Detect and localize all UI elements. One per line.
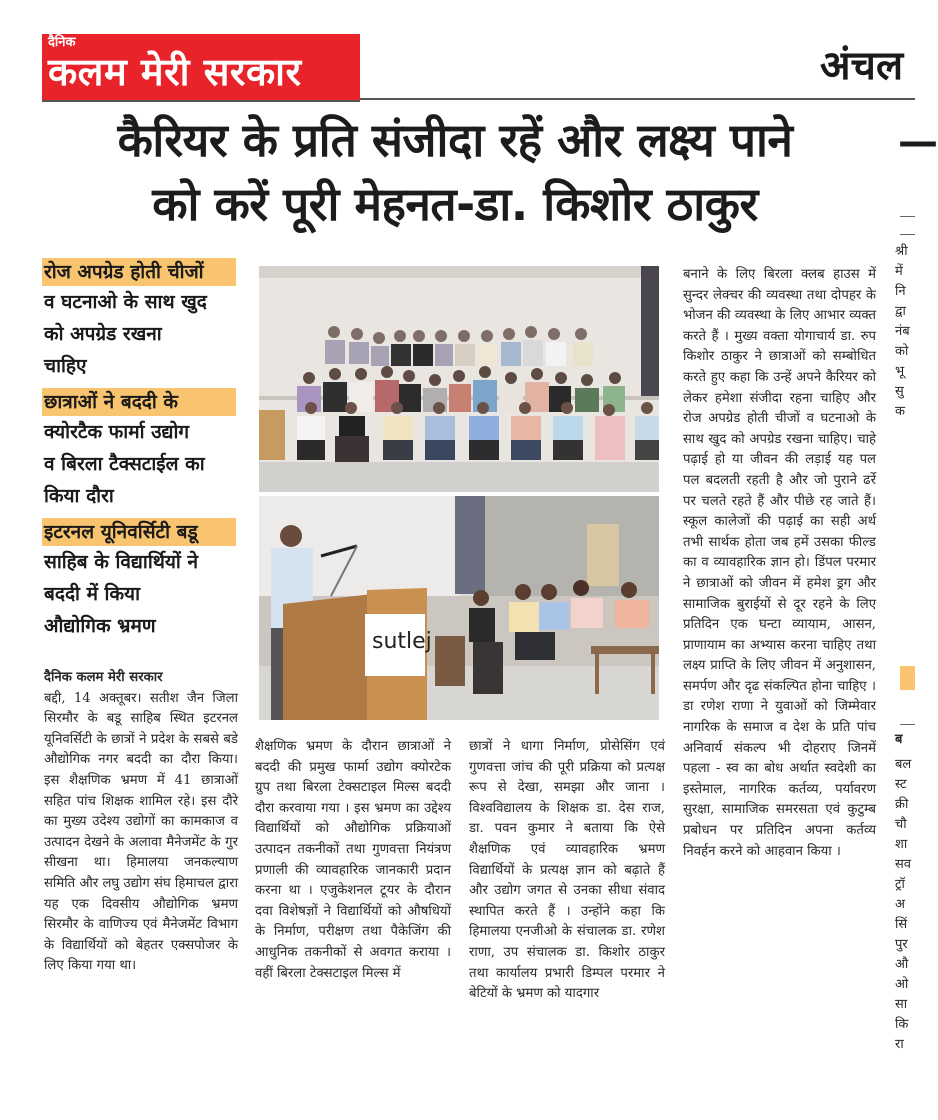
header-rule <box>360 98 915 100</box>
article-text: शैक्षणिक भ्रमण के दौरान छात्राओं ने बददी की प्रमुख फार्मा उद्योग क्योरटेक ग्रुप तथा बिरला टेक्सटाइल मिल्स बददी दौरा करवाया गया । इस भ्रमण का उद्देश्य विद्यार्थियों को औद्योगिक प्रक्रियाओं उत्पादन तकनीकों तथा गुणवत्ता नियंत्रण प्रणाली की व्यावहारिक जानकारी प्रदान करना था । एजुकेशनल टूयर के दौरान दवा विशेषज्ञों ने विद्यार्थियों को औषधियों के निर्माण, परीक्षण तथा पैकेजिंग की आधुनिक तकनीकों से अवगत कराया । वहीं बिरला टेक्सटाइल मिल्स में <box>255 739 451 981</box>
headline-line-1: कैरियर के प्रति संजीदा रहें और लक्ष्य पाने <box>117 113 793 167</box>
kicker-line: औद्योगिक भ्रमण <box>44 615 156 637</box>
adjacent-headline-fragment: — <box>898 119 938 165</box>
fragment-line: क <box>895 404 905 419</box>
adjacent-highlight-block <box>900 666 915 690</box>
headline-line-2: को करें पूरी मेहनत-डा. किशोर ठाकुर <box>152 177 758 231</box>
fragment-line: पुर <box>895 937 908 952</box>
kicker-line: व घटनाओ के साथ खुद <box>44 291 207 313</box>
adjacent-article-fragment-bottom <box>895 755 915 1055</box>
adjacent-rule <box>900 234 915 235</box>
group-photo <box>259 266 659 492</box>
kicker-line: किया दौरा <box>44 485 114 507</box>
fragment-line: नि <box>895 284 906 299</box>
kicker-highlight: रोज अपग्रेड होती चीजों <box>42 258 236 286</box>
fragment-line: बल <box>895 757 912 772</box>
event-photo-illustration <box>259 496 659 720</box>
fragment-line: नंब <box>895 324 910 339</box>
fragment-line: ओ <box>895 977 909 992</box>
fragment-line: ब <box>895 732 903 747</box>
kicker-block <box>42 388 242 512</box>
article-text: बनाने के लिए बिरला क्लब हाउस में सुन्दर लेक्चर की व्यवस्था तथा दोपहर के भोजन की व्यवस्था के लिए आभार व्यक्त करते हैं । मुख्य वक्ता योगाचार्य डा. रुप किशोर ठाकुर ने छात्राओं को सम्बोधित करते हुए कहा कि उन्हें अपने कैरियर को लेकर हमेशा संजीदा रहना चाहिए और रोज अपग्रेड होती चीजों व घटनाओ के साथ खुद को अपग्रेड रखना चाहिए। चाहे पढ़ाई हो या जीवन की लड़ाई यह पल पल बदलती रहती है और जो पुराने ढर्रे पर चलते रहते हैं और पीछे रह जाते हैं। स्कूल कालेजों की पढ़ाई का सही अर्थ तभी सार्थक होता जब हमें उसका फील्ड का व व्यावहारिक ज्ञान हो। डिंपल परमार ने छात्राओं को जीवन में हमेश ड्रग और सामाजिक बुराईयों से दूर रहने के लिए प्रतिदिन एक घन्टा व्यायाम, आसन, प्राणायाम का अभ्यास करना चाहिए तथा लक्ष्य प्राप्ति के लिए जीवन में अनुशासन, समर्पण और दृढ संकल्पित होना चाहिए । डा रणेश राणा ने युवाओं को जिम्मेवार नागरिक के समाज व देश के प्रति पांच अनिवार्य संकल्प भी दोहराए जिनमें पहला - स्व का बोध अर्थात स्वदेशी का इस्तेमाल, नागरिक कर्तव्य, पर्यावरण सुरक्षा, सामाजिक समरसता एवं कुटुम्ब प्रबोधन पर प्रतिदिन अपना कर्तव्य निवर्हन करने को आहवान किया । <box>683 267 876 859</box>
fragment-line: सु <box>895 384 904 399</box>
article-column-2 <box>255 737 451 984</box>
fragment-line: अ <box>895 897 905 912</box>
adjacent-rule <box>900 724 915 725</box>
podium-sign-text: sutlej <box>372 629 432 654</box>
fragment-line: स्ट <box>895 777 907 792</box>
fragment-line: शा <box>895 837 908 852</box>
kicker-block <box>42 518 242 642</box>
article-text: बद्दी, 14 अक्तूबर। सतीश जैन जिला सिरमौर के बडू साहिब स्थित इटरनल यूनिवर्सिटी के छात्रों ने प्रदेश के सबसे बडे औद्योगिक नगर बददी का दौरा किया। इस शैक्षणिक भ्रमण में 41 छात्राओं सहित पांच शिक्षक शामिल रहे। इस दौरे का मुख्य उदेश्य उद्योगों का कामकाज व उत्पादन देखने के अलावा मैनेजमेंट के गुर सीखना था। हिमालया जनकल्याण समिति और लघु उद्योग संघ हिमाचल द्वारा यह एक दिवसीय औद्योगिक भ्रमण सिरमौर के वाणिज्य एवं मैनेजमेंट विभाग के विद्यार्थियों को बेहतर एक्सपोजर के लिए किया गया था। <box>44 690 238 974</box>
kicker-block <box>42 258 242 382</box>
kicker-line: बददी में किया <box>44 583 140 605</box>
fragment-line: कि <box>895 1017 909 1032</box>
article-headline <box>30 108 880 236</box>
kicker-line: को अपग्रेड रखना <box>44 323 162 345</box>
kicker-highlight: छात्राओं ने बददी के <box>42 388 236 416</box>
fragment-line: ट्रॉ <box>895 877 905 892</box>
adjacent-rule <box>900 216 915 217</box>
masthead-title: कलम मेरी सरकार <box>48 50 302 94</box>
kicker-line: साहिब के विद्यार्थियों ने <box>44 551 198 573</box>
fragment-line: में <box>895 264 903 279</box>
fragment-line: सा <box>895 997 908 1012</box>
fragment-line: सिं <box>895 917 908 932</box>
kicker-subheads <box>42 258 242 648</box>
fragment-line: क्री <box>895 797 909 812</box>
fragment-line: रा <box>895 1037 904 1052</box>
fragment-line: सव <box>895 857 912 872</box>
article-column-3 <box>469 737 665 1005</box>
adjacent-article-fragment-top <box>895 242 915 422</box>
fragment-line: श्री <box>895 244 908 259</box>
masthead-small-text: दैनिक <box>48 35 76 50</box>
section-name: अंचल <box>820 43 904 89</box>
fragment-line: भू <box>895 364 905 379</box>
article-column-1 <box>44 668 238 977</box>
group-photo-illustration <box>259 266 659 492</box>
article-column-4 <box>683 265 876 862</box>
event-photo <box>259 496 659 720</box>
masthead-underline <box>42 100 360 102</box>
kicker-line: व बिरला टैक्सटाईल का <box>44 453 205 475</box>
kicker-line: क्योरटैक फार्मा उद्योग <box>44 421 190 443</box>
article-text: छात्रों ने धागा निर्माण, प्रोसेसिंग एवं गुणवत्ता जांच की पूरी प्रक्रिया को प्रत्यक्ष रूप से देखा, समझा और जाना । विश्वविद्यालय के शिक्षक डा. देस राज, डा. पवन कुमार ने बताया कि ऐसे शैक्षणिक एवं व्यावहारिक भ्रमण विद्यार्थियों के प्रत्यक्ष ज्ञान को बढ़ाते हैं और उद्योग जगत से उनका सीधा संवाद स्थापित करते हैं । उन्होंने कहा कि हिमालया एनजीओ के संचालक डा. रणेश राणा, उप संचालक डा. किशोर ठाकुर तथा कार्यालय प्रभारी डिम्पल परमार ने बेटियों के भ्रमण को यादगार <box>469 739 665 1002</box>
fragment-line: औ <box>895 957 909 972</box>
newspaper-masthead <box>42 34 360 100</box>
article-source: दैनिक कलम मेरी सरकार <box>44 670 163 685</box>
kicker-highlight: इटरनल यूनिवर्सिटी बडू <box>42 518 236 546</box>
fragment-line: को <box>895 344 909 359</box>
fragment-line: द्वा <box>895 304 906 319</box>
fragment-line: चौ <box>895 817 907 832</box>
adjacent-subhead-fragment <box>895 730 915 750</box>
kicker-line: चाहिए <box>44 355 87 377</box>
